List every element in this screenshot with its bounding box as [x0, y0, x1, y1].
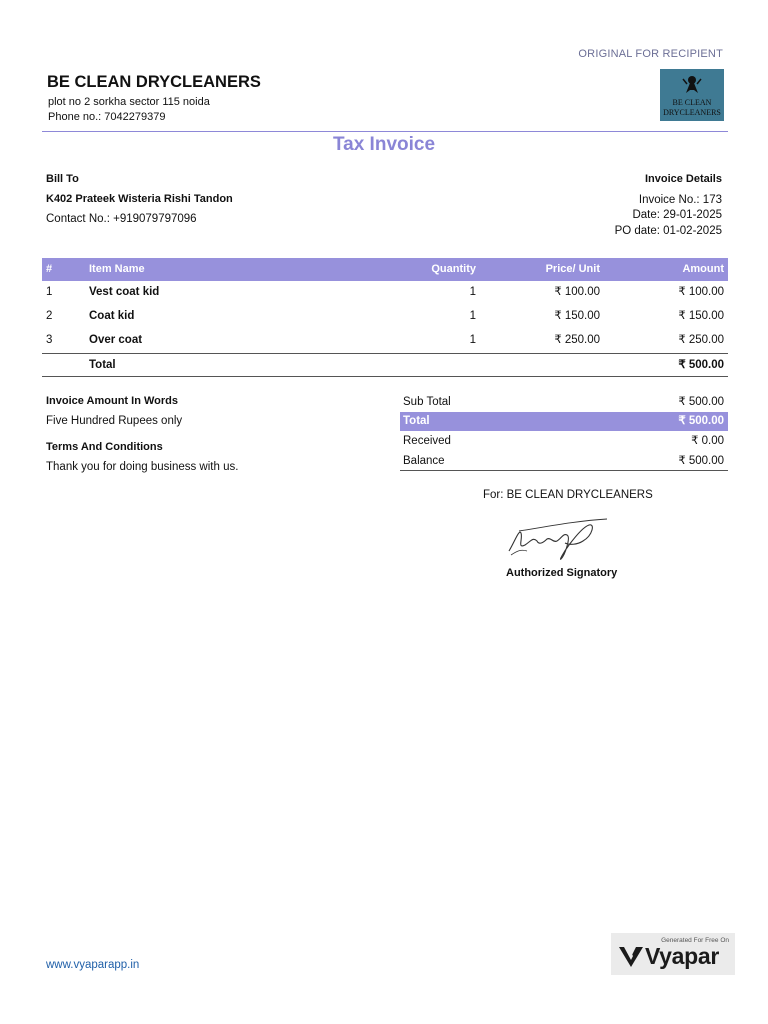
for-company-label: For: BE CLEAN DRYCLEANERS	[483, 489, 653, 501]
row-amount: ₹ 100.00	[678, 286, 724, 298]
column-header-price-unit: Price/ Unit	[545, 263, 600, 275]
summary-table	[400, 392, 728, 471]
column-header-item-name: Item Name	[89, 263, 145, 275]
original-for-recipient-label: ORIGINAL FOR RECIPIENT	[578, 48, 723, 60]
amount-in-words-value: Five Hundred Rupees only	[46, 415, 183, 427]
row-number: 1	[46, 286, 53, 298]
received-value: ₹ 0.00	[691, 435, 724, 447]
row-item-name: Over coat	[89, 334, 143, 346]
badge-caption: Generated For Free On	[661, 937, 729, 944]
terms-label: Terms And Conditions	[46, 441, 163, 453]
items-total-row	[42, 353, 728, 377]
row-quantity: 1	[469, 334, 476, 346]
row-quantity: 1	[469, 286, 476, 298]
vyapar-badge	[611, 933, 735, 975]
row-price: ₹ 250.00	[554, 334, 600, 346]
badge-brand: Vyapar	[645, 943, 720, 969]
logo-text-line2: DRYCLEANERS	[663, 108, 721, 117]
bill-to-label: Bill To	[46, 173, 79, 185]
items-total-label: Total	[89, 359, 116, 371]
header-divider	[42, 131, 728, 132]
terms-value: Thank you for doing business with us.	[46, 461, 239, 473]
company-phone: Phone no.: 7042279379	[48, 111, 166, 123]
logo-text-line1: BE CLEAN	[672, 98, 712, 107]
row-amount: ₹ 250.00	[678, 334, 724, 346]
row-price: ₹ 100.00	[554, 286, 600, 298]
items-table	[42, 258, 728, 377]
items-total-amount: ₹ 500.00	[678, 359, 724, 371]
received-label: Received	[403, 435, 451, 447]
balance-value: ₹ 500.00	[678, 455, 724, 467]
summary-row-total	[400, 412, 728, 431]
company-logo	[660, 69, 724, 121]
row-quantity: 1	[469, 310, 476, 322]
total-label: Total	[403, 415, 430, 427]
vyapar-website-link[interactable]: www.vyaparapp.in	[46, 959, 140, 971]
row-price: ₹ 150.00	[554, 310, 600, 322]
summary-row-balance	[400, 451, 728, 471]
total-value: ₹ 500.00	[678, 415, 724, 427]
invoice-po-date: PO date: 01-02-2025	[614, 225, 722, 237]
vyapar-logo-icon	[619, 947, 643, 967]
row-amount: ₹ 150.00	[678, 310, 724, 322]
balance-label: Balance	[403, 455, 445, 467]
table-row	[42, 281, 728, 305]
column-header-number: #	[46, 263, 53, 275]
column-header-amount: Amount	[682, 263, 724, 275]
table-row	[42, 305, 728, 329]
invoice-date: Date: 29-01-2025	[632, 209, 722, 221]
bill-to-name: K402 Prateek Wisteria Rishi Tandon	[46, 193, 233, 205]
authorized-signatory-label: Authorized Signatory	[506, 567, 618, 579]
amount-in-words-label: Invoice Amount In Words	[46, 395, 179, 407]
column-header-quantity: Quantity	[431, 263, 476, 275]
row-item-name: Coat kid	[89, 310, 135, 322]
table-row	[42, 329, 728, 353]
invoice-details-label: Invoice Details	[644, 173, 722, 185]
sub-total-value: ₹ 500.00	[678, 396, 724, 408]
document-title: Tax Invoice	[332, 134, 436, 155]
sub-total-label: Sub Total	[403, 396, 451, 408]
signature-image	[505, 515, 615, 563]
items-table-header	[42, 258, 728, 281]
summary-row-sub-total	[400, 392, 728, 412]
company-address: plot no 2 sorkha sector 115 noida	[48, 96, 210, 108]
row-number: 3	[46, 334, 53, 346]
summary-row-received	[400, 431, 728, 451]
company-name: BE CLEAN DRYCLEANERS	[47, 73, 261, 91]
row-number: 2	[46, 310, 53, 322]
row-item-name: Vest coat kid	[89, 286, 160, 298]
bill-to-contact: Contact No.: +919079797096	[46, 213, 197, 225]
invoice-number: Invoice No.: 173	[638, 194, 722, 206]
